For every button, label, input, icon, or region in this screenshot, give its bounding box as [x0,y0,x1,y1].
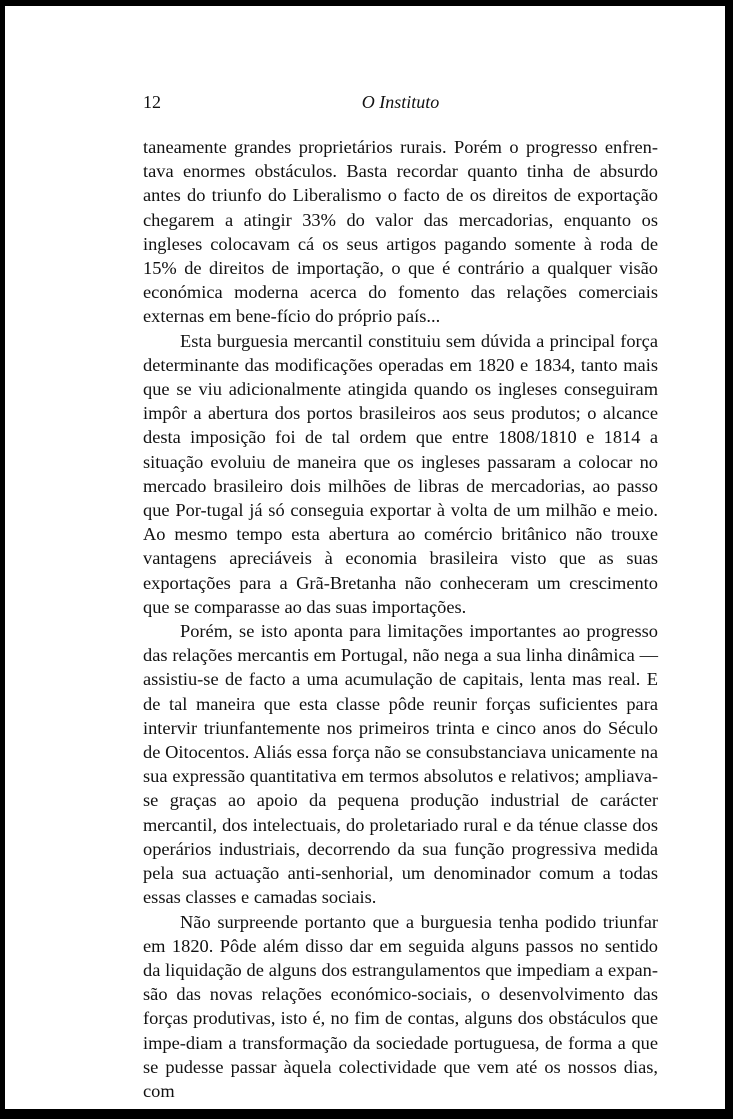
page-header [143,92,658,116]
running-title: O Instituto [361,92,440,112]
body-text [143,135,658,1103]
page-number: 12 [143,92,161,112]
paragraph: Não surpreende portanto que a burguesia tenha podido triunfar em 1820. Pôde além disso dar em seguida alguns passos no sentido da liquidação de alguns dos estrangulamentos que impediam a expan-são das novas relações económico-sociais, o desenvolvimento das forças produtivas, isto é, no fim de contas, alguns dos obstáculos que impe-diam a transformação da sociedade portuguesa, de forma a que se pudesse passar àquela colectividade que vem até os nossos dias, com [143,911,658,1101]
paragraph: Porém, se isto aponta para limitações importantes ao progresso das relações mercantis em Portugal, não nega a sua linha dinâmica — assistiu-se de facto a uma acumulação de capitais, lenta mas real. E de tal maneira que esta classe pôde reunir forças suficientes para intervir triunfantemente nos primeiros trinta e cinco anos do Século de Oitocentos. Aliás essa força não se consubstanciava unicamente na sua expressão quantitativa em termos absolutos e relativos; ampliava-se graças ao apoio da pequena produção industrial de carácter mercantil, dos intelectuais, do proletariado rural e da ténue classe dos operários industriais, decorrendo da sua função progressiva medida pela sua actuação anti-senhorial, um denominador comum a todas essas classes e camadas sociais. [143,621,658,908]
paragraph-continuation: taneamente grandes proprietários rurais. Porém o progresso enfren-tava enormes obstáculos. Basta recordar quanto tinha de absurdo antes do triunfo do Liberalismo o facto de os direitos de exportação chegarem a atingir 33% do valor das mercadorias, enquanto os ingleses colocavam cá os seus artigos pagando somente à roda de 15% de direitos de importação, o que é contrário a qualquer visão económica moderna acerca do fomento das relações comerciais externas em bene-fício do próprio país... [143,137,658,327]
document-page [5,6,725,1109]
paragraph: Esta burguesia mercantil constituiu sem dúvida a principal força determinante das modificações operadas em 1820 e 1834, tanto mais que se viu adicionalmente atingida quando os ingleses conseguiram impôr a abertura dos portos brasileiros aos seus produtos; o alcance desta imposição foi de tal ordem que entre 1808/1810 e 1814 a situação evoluiu de maneira que os ingleses passaram a colocar no mercado brasileiro dois milhões de libras de mercadorias, ao passo que Por-tugal já só conseguia exportar à volta de um milhão e meio. Ao mesmo tempo esta abertura ao comércio britânico não trouxe vantagens apreciáveis à economia brasileira visto que as suas exportações para a Grã-Bretanha não conheceram um crescimento que se comparasse ao das suas importações. [143,330,658,617]
